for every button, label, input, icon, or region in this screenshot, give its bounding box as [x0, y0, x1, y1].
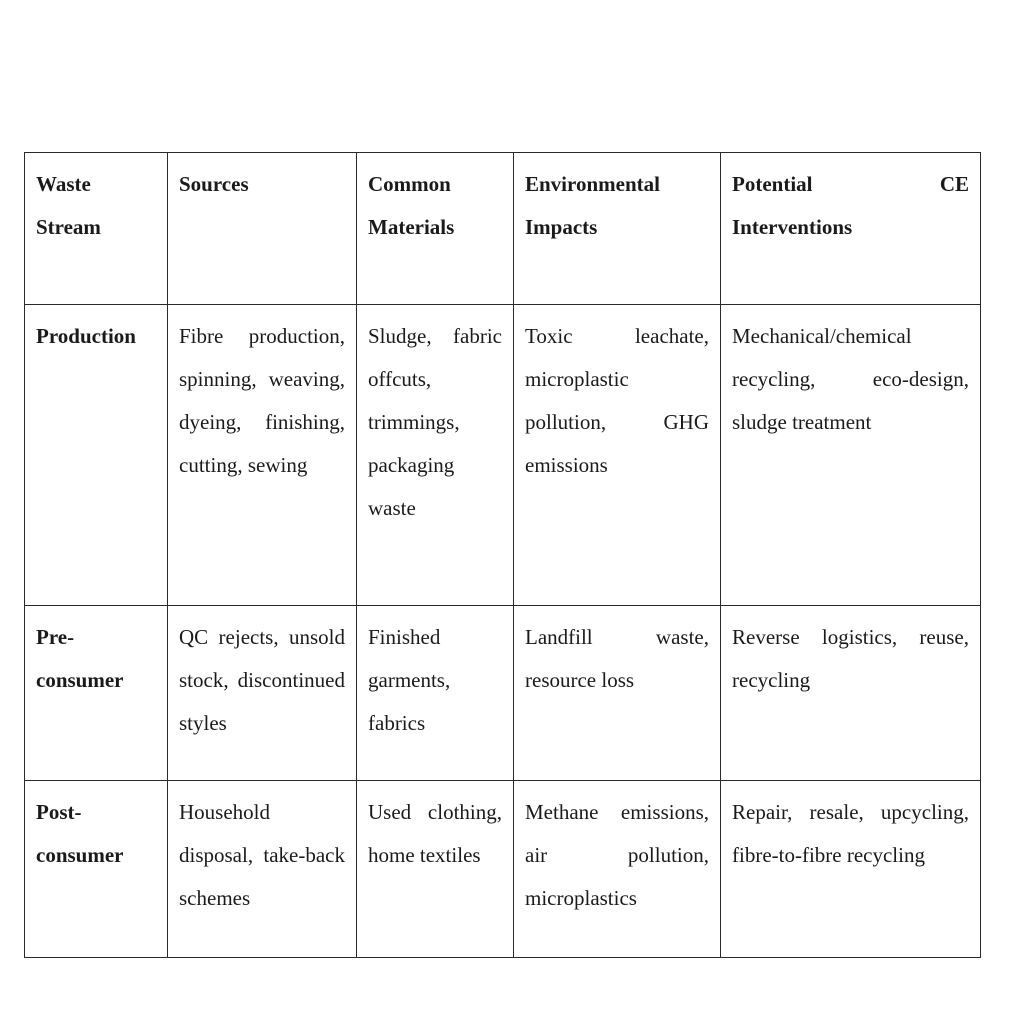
cell-waste-stream: Production: [25, 305, 168, 606]
cell-potential-ce-interventions: Mechanical/chemical recycling, eco-design, sludge treatment: [721, 305, 981, 606]
cell-common-materials: Used clothing, home textiles: [357, 781, 514, 958]
cell-sources: Fibre production, spinning, weaving, dyeing, finishing, cutting, sewing: [168, 305, 357, 606]
column-header-environmental-impacts: Environmental Impacts: [514, 153, 721, 305]
table-row: [25, 305, 981, 606]
column-header-common-materials: Common Materials: [357, 153, 514, 305]
column-header-sources: Sources: [168, 153, 357, 305]
table-row: [25, 606, 981, 781]
table-header-row: [25, 153, 981, 305]
cell-common-materials: Finished garments, fabrics: [357, 606, 514, 781]
cell-sources: QC rejects, unsold stock, discontinued styles: [168, 606, 357, 781]
cell-waste-stream: Pre-consumer: [25, 606, 168, 781]
column-header-waste-stream: Waste Stream: [25, 153, 168, 305]
column-header-potential-ce-interventions: Potential CE Interventions: [721, 153, 981, 305]
cell-environmental-impacts: Landfill waste, resource loss: [514, 606, 721, 781]
cell-environmental-impacts: Methane emissions, air pollution, microplastics: [514, 781, 721, 958]
cell-waste-stream: Post-consumer: [25, 781, 168, 958]
table-body: [25, 305, 981, 958]
cell-common-materials: Sludge, fabric offcuts, trimmings, packaging waste: [357, 305, 514, 606]
waste-streams-table: [24, 152, 981, 958]
cell-potential-ce-interventions: Repair, resale, upcycling, fibre-to-fibre recycling: [721, 781, 981, 958]
table-row: [25, 781, 981, 958]
table-header: [25, 153, 981, 305]
cell-sources: Household disposal, take-back schemes: [168, 781, 357, 958]
cell-environmental-impacts: Toxic leachate, microplastic pollution, GHG emissions: [514, 305, 721, 606]
cell-potential-ce-interventions: Reverse logistics, reuse, recycling: [721, 606, 981, 781]
